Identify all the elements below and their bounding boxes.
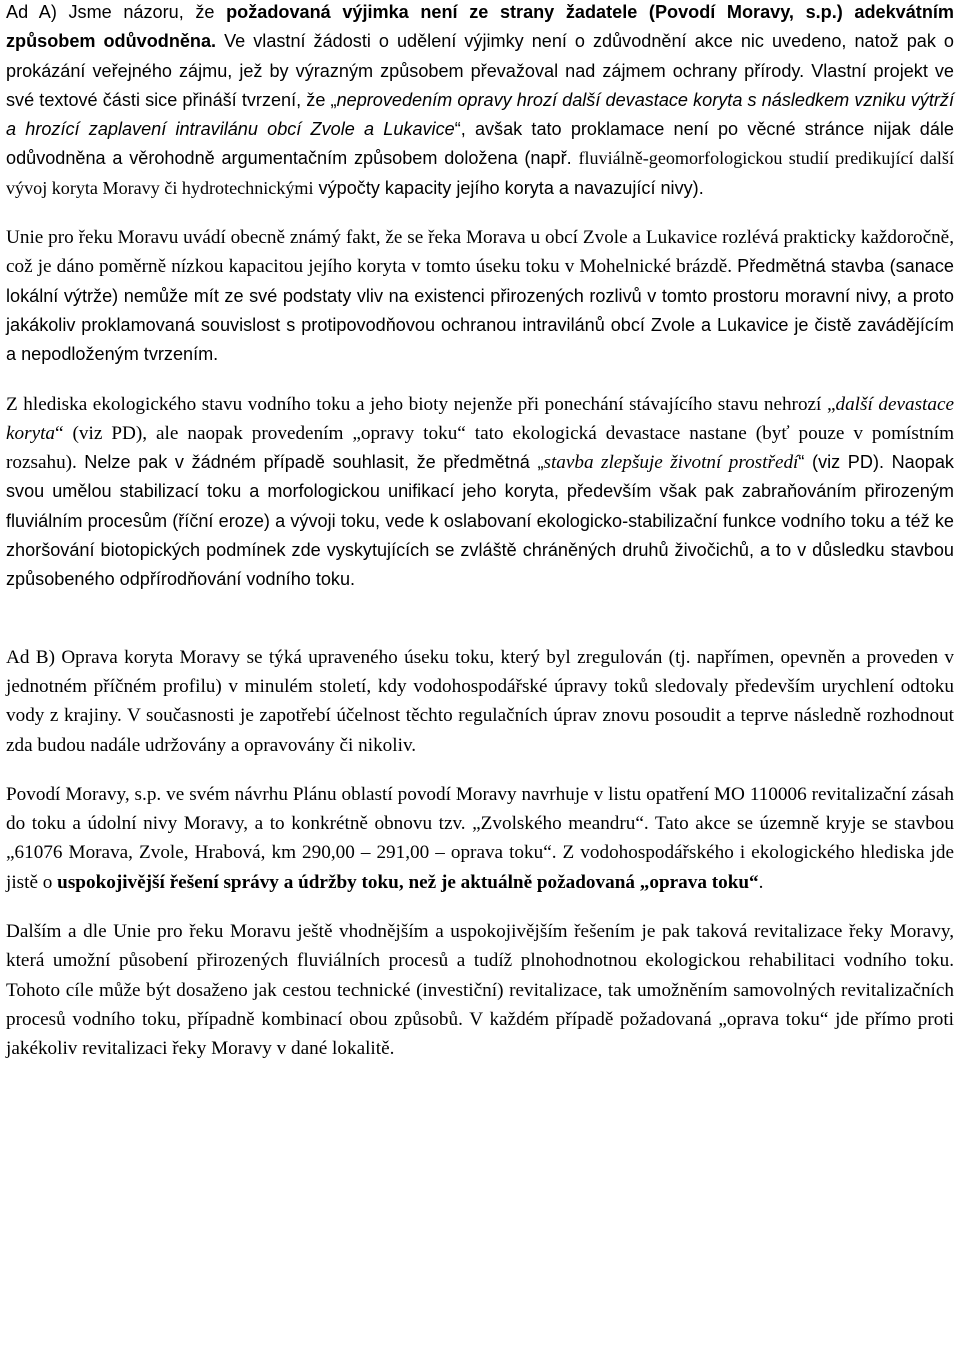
p2-text-2: Předmětná stavba (sanace lokální výtrže) nemůže mít ze své podstaty vliv na existenci přirozených rozlivů v tomto prostoru moravní nivy, a proto jakákoliv proklamovaná souvislost s protipovodňovou ochranou intravilánů obcí Zvole a Lukavice je čistě zavádějícím a nepodloženým tvrzením. — [6, 256, 954, 365]
p3-text-1: Z hlediska ekologického stavu vodního toku a jeho bioty nejenže při ponechání stávajícího stavu nehrozí „ — [6, 393, 836, 415]
p5-text-1: Povodí Moravy, s.p. ve svém návrhu Plánu oblastí povodí Moravy navrhuje v listu opatření MO 110006 revitalizační zásah do toku a údolní nivy Moravy, a to konkrétně obnovu tzv. „Zvolského meandru“. Tato akce se územně kryje se stavbou „61076 Morava, Zvole, Hrabová, km 290,00 – 291,00 – oprava toku“. Z vodohospodářského i ekologického hlediska jde jistě o — [6, 783, 954, 893]
p3-text-2: “ (viz PD), ale naopak provedením „opravy toku“ tato ekologická devastace nastane (byť pouze v pomístním rozsahu). — [6, 422, 954, 474]
paragraph-revitalizace — [6, 917, 954, 1063]
paragraph-ad-a — [6, 0, 954, 203]
p2-text-1: Unie pro řeku Moravu uvádí obecně známý fakt, že se řeka Morava u obcí Zvole a Lukavice rozlévá prakticky každoročně, což je dáno poměrně nízkou kapacitou jejího koryta v tomto úseku toku v Mohelnické brázdě. — [6, 227, 954, 278]
p1-italic-quote: neprovedením opravy hrozí další devastace koryta s následkem vzniku výtrží a hrozící zaplavení intravilánu obcí Zvole a Lukavice — [6, 89, 954, 140]
paragraph-unie — [6, 223, 954, 369]
p5-bold-claim: uspokojivější řešení správy a údržby toku, než je aktuálně požadovaná „oprava toku“ — [57, 871, 759, 893]
p3-text-3: Nelze pak v žádném případě souhlasit, že předmětná „ — [84, 452, 544, 473]
paragraph-povodi-moravy — [6, 780, 954, 897]
p4-text: Ad B) Oprava koryta Moravy se týká upraveného úseku toku, který byl zregulován (tj. napřímen, opevněn a proveden v jednotném příčném profilu) v minulém století, kdy vodohospodářské úpravy toků sledovaly především urychlení odtoku vody z krajiny. V současnosti je zapotřebí účelnost těchto regulačních úprav znovu posoudit a teprve následně rozhodnout zda budou nadále udržovány a opravovány či nikoliv. — [6, 646, 954, 756]
p3-text-4: “ (viz PD). Naopak svou umělou stabilizací toku a morfologickou unifikací jeho koryta, především však pak zabraňováním přirozeným fluviálním procesům (říční eroze) a vývoji toku, vede k oslabovaní ekologicko-stabilizační funkce vodního toku a též ke zhoršování biotopických podmínek zde vyskytujících se zvláště chráněných druhů živočichů, a to v důsledku stavbou způsobeného odpřírodňování vodního toku. — [6, 452, 954, 590]
p3-italic-2: stavba zlepšuje životní prostředí — [543, 452, 799, 474]
p1-serif-text: fluviálně-geomorfologickou studií predikující další vývoj koryta Moravy či hydrotechnickými — [6, 148, 955, 198]
p1-text-3: “, avšak tato proklamace není po věcné stránce nijak dále odůvodněna a věrohodně argumentačním způsobem doložena (např. — [6, 119, 954, 169]
paragraph-ekologicky-stav — [6, 390, 954, 595]
p1-bold-claim: požadovaná výjimka není ze strany žadatele (Povodí Moravy, s.p.) adekvátním způsobem odůvodněna. — [6, 2, 954, 52]
p3-italic-1: další devastace koryta — [6, 393, 954, 444]
p5-text-2: . — [758, 871, 764, 893]
p1-text-4: výpočty kapacity jejího koryta a navazující nivy). — [313, 177, 704, 198]
p1-text-1: Ad A) Jsme názoru, že — [6, 2, 227, 22]
paragraph-ad-b — [6, 643, 954, 760]
p6-text: Dalším a dle Unie pro řeku Moravu ještě vhodnějším a uspokojivějším řešením je pak taková revitalizace řeky Moravy, která umožní působení přirozených fluviálních procesů a tudíž plnohodnotnou ekologickou rehabilitaci vodního toku. Tohoto cíle může být dosaženo jak cestou technické (investiční) revitalizace, tak umožněním samovolných revitalizačních procesů vodního toku, případně kombinací obou způsobů. V každém případě požadovaná „oprava toku“ jde přímo proti jakékoliv revitalizaci řeky Moravy v dané lokalitě. — [6, 921, 954, 1060]
p1-text-2: Ve vlastní žádosti o udělení výjimky není o zdůvodnění akce nic uvedeno, natož pak o prokázání veřejného zájmu, jež by výrazným způsobem převažoval nad zájmem ochrany přírody. Vlastní projekt ve své textové části sice přináší tvrzení, že „ — [6, 31, 954, 110]
